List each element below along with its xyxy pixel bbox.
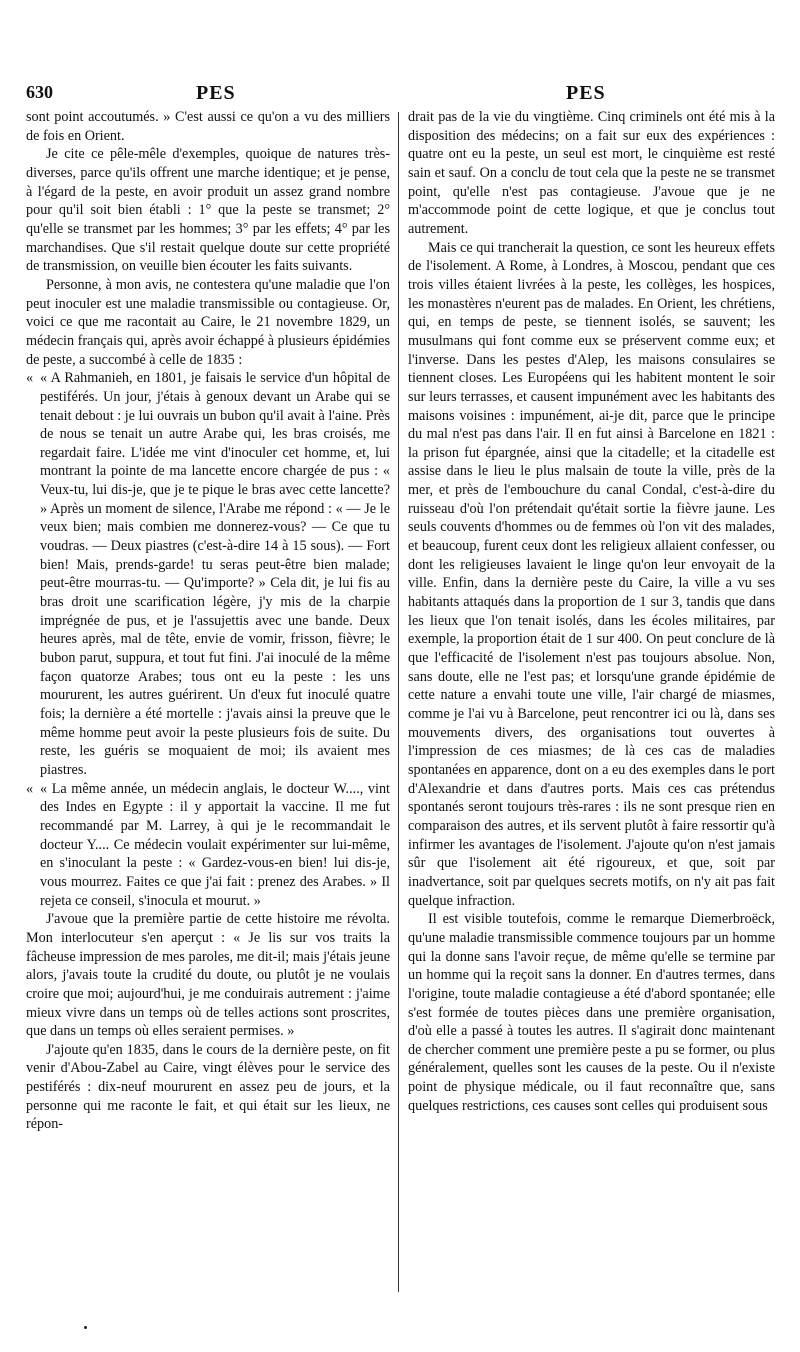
ink-speck (84, 1326, 87, 1329)
paragraph: Il est visible toutefois, comme le remarque Diemerbroëck, qu'une maladie transmissible commence toujours par un homme qui la donne sans l'avoir reçue, de même qu'elle se termine par un homme qui la reçoit sans la donner. En d'autres termes, dans l'origine, toute maladie contagieuse a été d'abord spontanée; elle s'est formée de toutes pièces dans une première organisation, d'où elle a passé à toutes les autres. Il s'agirait donc maintenant de chercher comment une première peste a pu se former, ou plus généralement, quelles sont les causes de la peste. Ou il n'existe point de physique médicale, ou il faut reconnaître que, sans quelques restrictions, ces causes sont celles qui produisent sous (408, 911, 775, 1114)
running-head-left: PES (196, 82, 236, 104)
running-head-right: PES (566, 82, 606, 104)
paragraph: Mais ce qui trancherait la question, ce sont les heureux effets de l'isolement. A Rome, à Londres, à Moscou, pendant que ces trois villes étaient livrées à la peste, les collèges, les hospices, les monastères n'eurent pas de malades. En Orient, les chrétiens, qui, en temps de peste, se tiennent isolés, se sauvent; les musulmans qui font comme eux se préservent comme eux; et l'inverse. Dans les pestes d'Alep, les maisons consulaires se tiennent closes. Les Européens qui les habitent montent le soir sur leurs terrasses, et causent impunément avec les habitants des maisons voisines : impunément, ai-je dit, parce que le principe du mal n'est pas dans l'air. Il en fut ainsi à Barcelone en 1821 : la prison fut épargnée, ainsi que la citadelle; et la citadelle est assise dans le lieu le plus malsain de toute la ville, près de la mer, et près de l'embouchure du canal Condal, c'est-à-dire du ruisseau d'où l'on prétendait qu'était sortie la fièvre jaune. Les seuls couvents d'hommes ou de femmes où l'on vit des malades, et beaucoup, furent ceux dont les religieux allaient confesser, ou dont les religieuses lavaient le linge qu'on leur envoyait de la ville. Enfin, dans la dernière peste du Caire, la ville a vu ses habitants attaqués dans la proportion de 1 sur 3, tandis que dans les lieux que l'on tenait isolés, dans les écoles militaires, par exemple, la proportion était de 1 sur 400. On peut conclure de là que l'efficacité de l'isolement n'est pas toujours absolue. Non, sans doute, elle ne l'est pas; et lorsqu'une grande épidémie de cette nature a envahi toute une ville, l'air chargé de miasmes, comme je l'ai vu à Barcelone, peut rencontrer ici ou là, dans ses mouvements divers, des organisations tout ouvertes à l'impression de ces miasmes; de là ces cas de maladies spontanées en apparence, dont on a eu des exemples dans le port d'Alexandrie et dans d'autres ports. Mais ces cas prétendus spontanés seront toujours très-rares : ils ne sont presque rien en comparaison des autres, et ils servent plutôt à faire ressortir qu'à infirmer les avantages de l'isolement. J'ajoute qu'on n'est jamais sûr que l'isolement ait été rigoureux, et que, soit par inadvertance, soit par quelques secrets motifs, on n'y ait pas fait quelque infraction. (408, 239, 775, 909)
column-divider (398, 112, 399, 1292)
paragraph: Personne, à mon avis, ne contestera qu'une maladie que l'on peut inoculer est une maladie transmissible ou contagieuse. Or, voici ce que me racontait au Caire, le 21 novembre 1829, un médecin français qui, après avoir échappé à plusieurs épidémies de peste, a succombé à celle de 1835 : (26, 276, 390, 368)
paragraph: drait pas de la vie du vingtième. Cinq criminels ont été mis à la disposition des médecins; on a fait sur eux des expériences : quatre ont eu la peste, un seul est mort, le cinquième est resté sain et sauf. On a conclu de tout cela que la peste ne se transmet point, qu'elle n'est pas contagieuse. J'avoue que je ne m'accommode point de cette logique, et que je conclus tout autrement. (408, 109, 775, 237)
paragraph: J'avoue que la première partie de cette histoire me révolta. Mon interlocuteur s'en aperçut : « Je lis sur vos traits la fâcheuse impression de mes paroles, me dit-il; mais j'étais jeune alors, j'avais toute la crudité du doute, ou plutôt je ne voulais croire que moi; aujourd'hui, je me conduirais autrement : j'aime mieux vivre dans un temps où de telles actions sont proscrites, que dans un temps où elles seraient permises. » (26, 911, 390, 1040)
paragraph: J'ajoute qu'en 1835, dans le cours de la dernière peste, on fit venir d'Abou-Zabel au Caire, vingt élèves pour le service des pestiférés : dix-neuf moururent en assez peu de jours, et la personne qui me raconte le fait, et qui était sur les lieux, ne répon- (26, 1041, 390, 1133)
quoted-paragraph: « « La même année, un médecin anglais, le docteur W...., vint des Indes en Egypte : il y apportait la vaccine. Il me fut recommandé par M. Larrey, à qui je le recommandait le docteur Y.... Ce médecin voulait expérimenter sur lui-même, en s'inoculant la peste : « Gardez-vous-en bien! lui dis-je, vous mourrez. Faites ce que j'ai fait : prenez des Arabes. » Il rejeta ce conseil, s'inocula et mourut. » (26, 780, 390, 911)
paragraph: Je cite ce pêle-mêle d'exemples, quoique de natures très-diverses, parce qu'ils offrent une marche identique; et je pense, à l'égard de la peste, en avoir produit un assez grand nombre pour qu'il soit bien établi : 1° que la peste se transmet; 2° qu'elle se transmet par les hommes; 3° par les effets; 4° par les marchandises. Que s'il restait quelque doute sur cette propriété de transmission, on veuille bien écouter les faits suivants. (26, 146, 390, 275)
quoted-paragraph: « « A Rahmanieh, en 1801, je faisais le service d'un hôpital de pestiférés. Un jour, j'étais à genoux devant un Arabe qui se tenait debout : je lui ouvrais un bubon qu'il avait à l'aine. Près de nous se tenait un autre Arabe qui, les bras croisés, me regardait faire. L'idée me vint d'inoculer cet homme, et, lui montrant la pointe de ma lancette encore chargée de pus : « Veux-tu, lui dis-je, que je te pique le bras avec cette lancette? » Après un moment de silence, l'Arabe me répond : « — Je le veux bien; mais combien me donnerez-vous? — Ce que tu voudras. — Deux piastres (c'est-à-dire 14 à 15 sous). — Fort bien! Mais, prends-garde! tu seras peut-être bien malade; peut-être mourras-tu. — Qu'importe? » Cela dit, je lui fis au bras droit une scarification légère, j'y mis de la charpie imprégnée de pus, et je l'assujettis avec une bande. Deux heures après, mal de tête, envie de vomir, frisson, fièvre; le bubon parut, suppura, et tout fut fini. J'ai inoculé de la même façon quatorze Arabes; tous ont eu la peste : les uns moururent, les autres guérirent. Un d'eux fut inoculé quatre fois; la dernière a été mortelle : j'avais ainsi la preuve que le même homme peut avoir la peste plusieurs fois de suite. Du reste, les guéris se moquaient de moi; ils avaient mes piastres. (26, 369, 390, 779)
page-number: 630 (26, 82, 53, 102)
right-column (408, 108, 775, 1115)
paragraph: sont point accoutumés. » C'est aussi ce qu'on a vu des milliers de fois en Orient. (26, 109, 390, 144)
left-column (26, 108, 390, 1134)
